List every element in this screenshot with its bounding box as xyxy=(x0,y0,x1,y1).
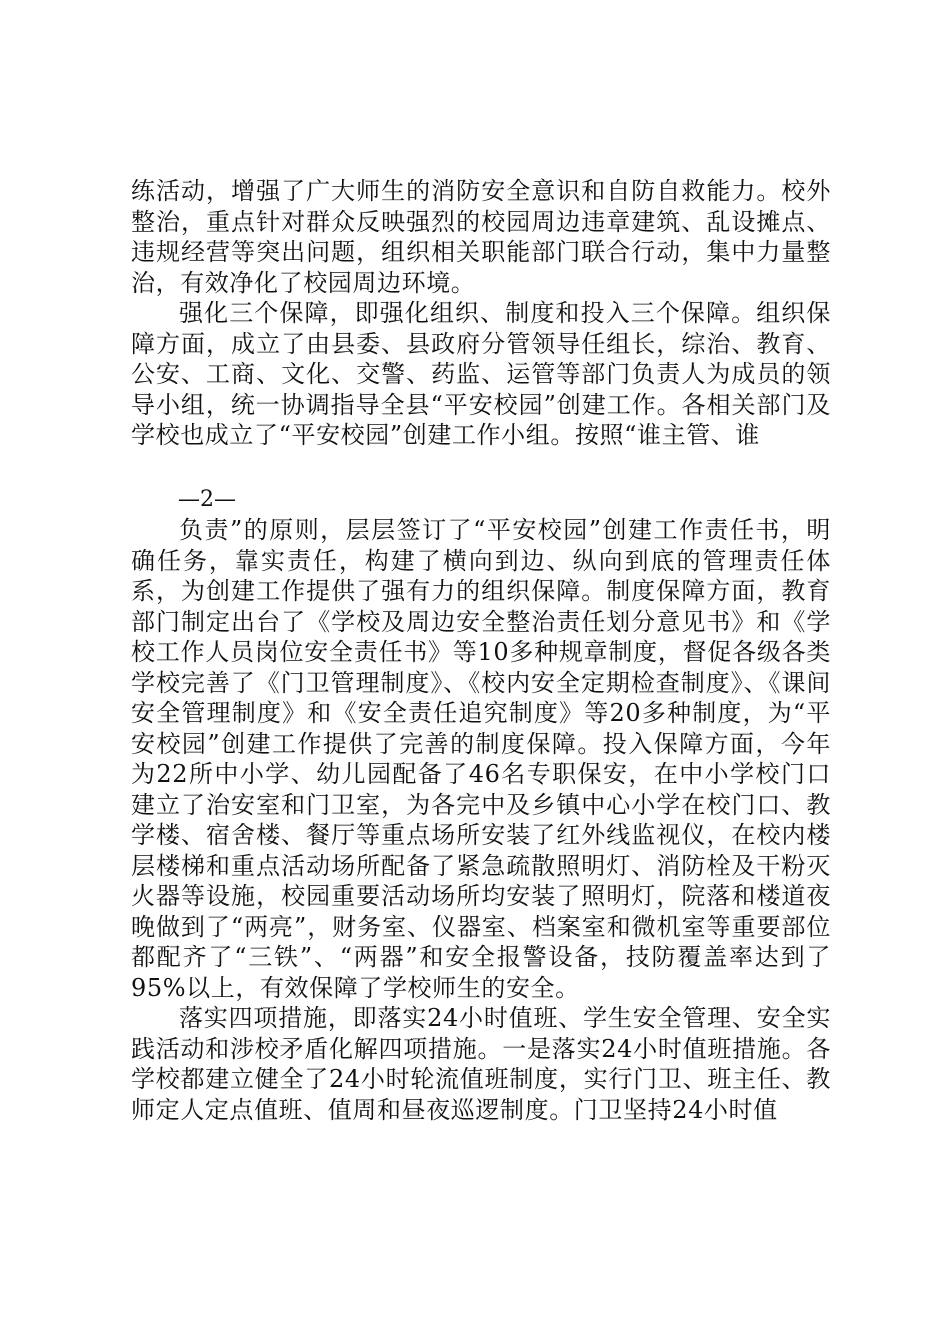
paragraph-continuation: 练活动，增强了广大师生的消防安全意识和自防自救能力。校外整治，重点针对群众反映强烈的校园周边违章建筑、乱设摊点、违规经营等突出问题，组织相关职能部门联合行动，集中力量整治，有效净化了校园周边环境。 xyxy=(131,177,831,297)
paragraph-four-measures: 落实四项措施，即落实24小时值班、学生安全管理、安全实践活动和涉校矛盾化解四项措施。一是落实24小时值班措施。各学校都建立健全了24小时轮流值班制度，实行门卫、班主任、教师定人定点值班、值周和昼夜巡逻制度。门卫坚持24小时值 xyxy=(131,1004,831,1124)
paragraph-responsibility: 负责”的原则，层层签订了“平安校园”创建工作责任书，明确任务，靠实责任，构建了横向到边、纵向到底的管理责任体系，为创建工作提供了强有力的组织保障。制度保障方面，教育部门制定出台了《学校及周边安全整治责任划分意见书》和《学校工作人员岗位安全责任书》等10多种规章制度，督促各级各类学校完善了《门卫管理制度》、《校内安全定期检查制度》、《课间安全管理制度》和《安全责任追究制度》等20多种制度，为“平安校园”创建工作提供了完善的制度保障。投入保障方面，今年为22所中小学、幼儿园配备了46名专职保安，在中小学校门口建立了治安室和门卫室，为各完中及乡镇中心小学在校门口、教学楼、宿舍楼、餐厅等重点场所安装了红外线监视仪，在校内楼层楼梯和重点活动场所配备了紧急疏散照明灯、消防栓及干粉灭火器等设施，校园重要活动场所均安装了照明灯，院落和楼道夜晚做到了“两亮”，财务室、仪器室、档案室和微机室等重要部位都配齐了“三铁”、“两器”和安全报警设备，技防覆盖率达到了95%以上，有效保障了学校师生的安全。 xyxy=(131,516,831,1002)
body-text-bottom xyxy=(131,515,831,1125)
paragraph-three-guarantees: 强化三个保障，即强化组织、制度和投入三个保障。组织保障方面，成立了由县委、县政府分管领导任组长，综治、教育、公安、工商、文化、交警、药监、运管等部门负责人为成员的领导小组，统一协调指导全县“平安校园”创建工作。各相关部门及学校也成立了“平安校园”创建工作小组。按照“谁主管、谁 xyxy=(131,299,831,449)
page-number: —2— xyxy=(178,487,236,512)
body-text-top xyxy=(131,176,831,451)
